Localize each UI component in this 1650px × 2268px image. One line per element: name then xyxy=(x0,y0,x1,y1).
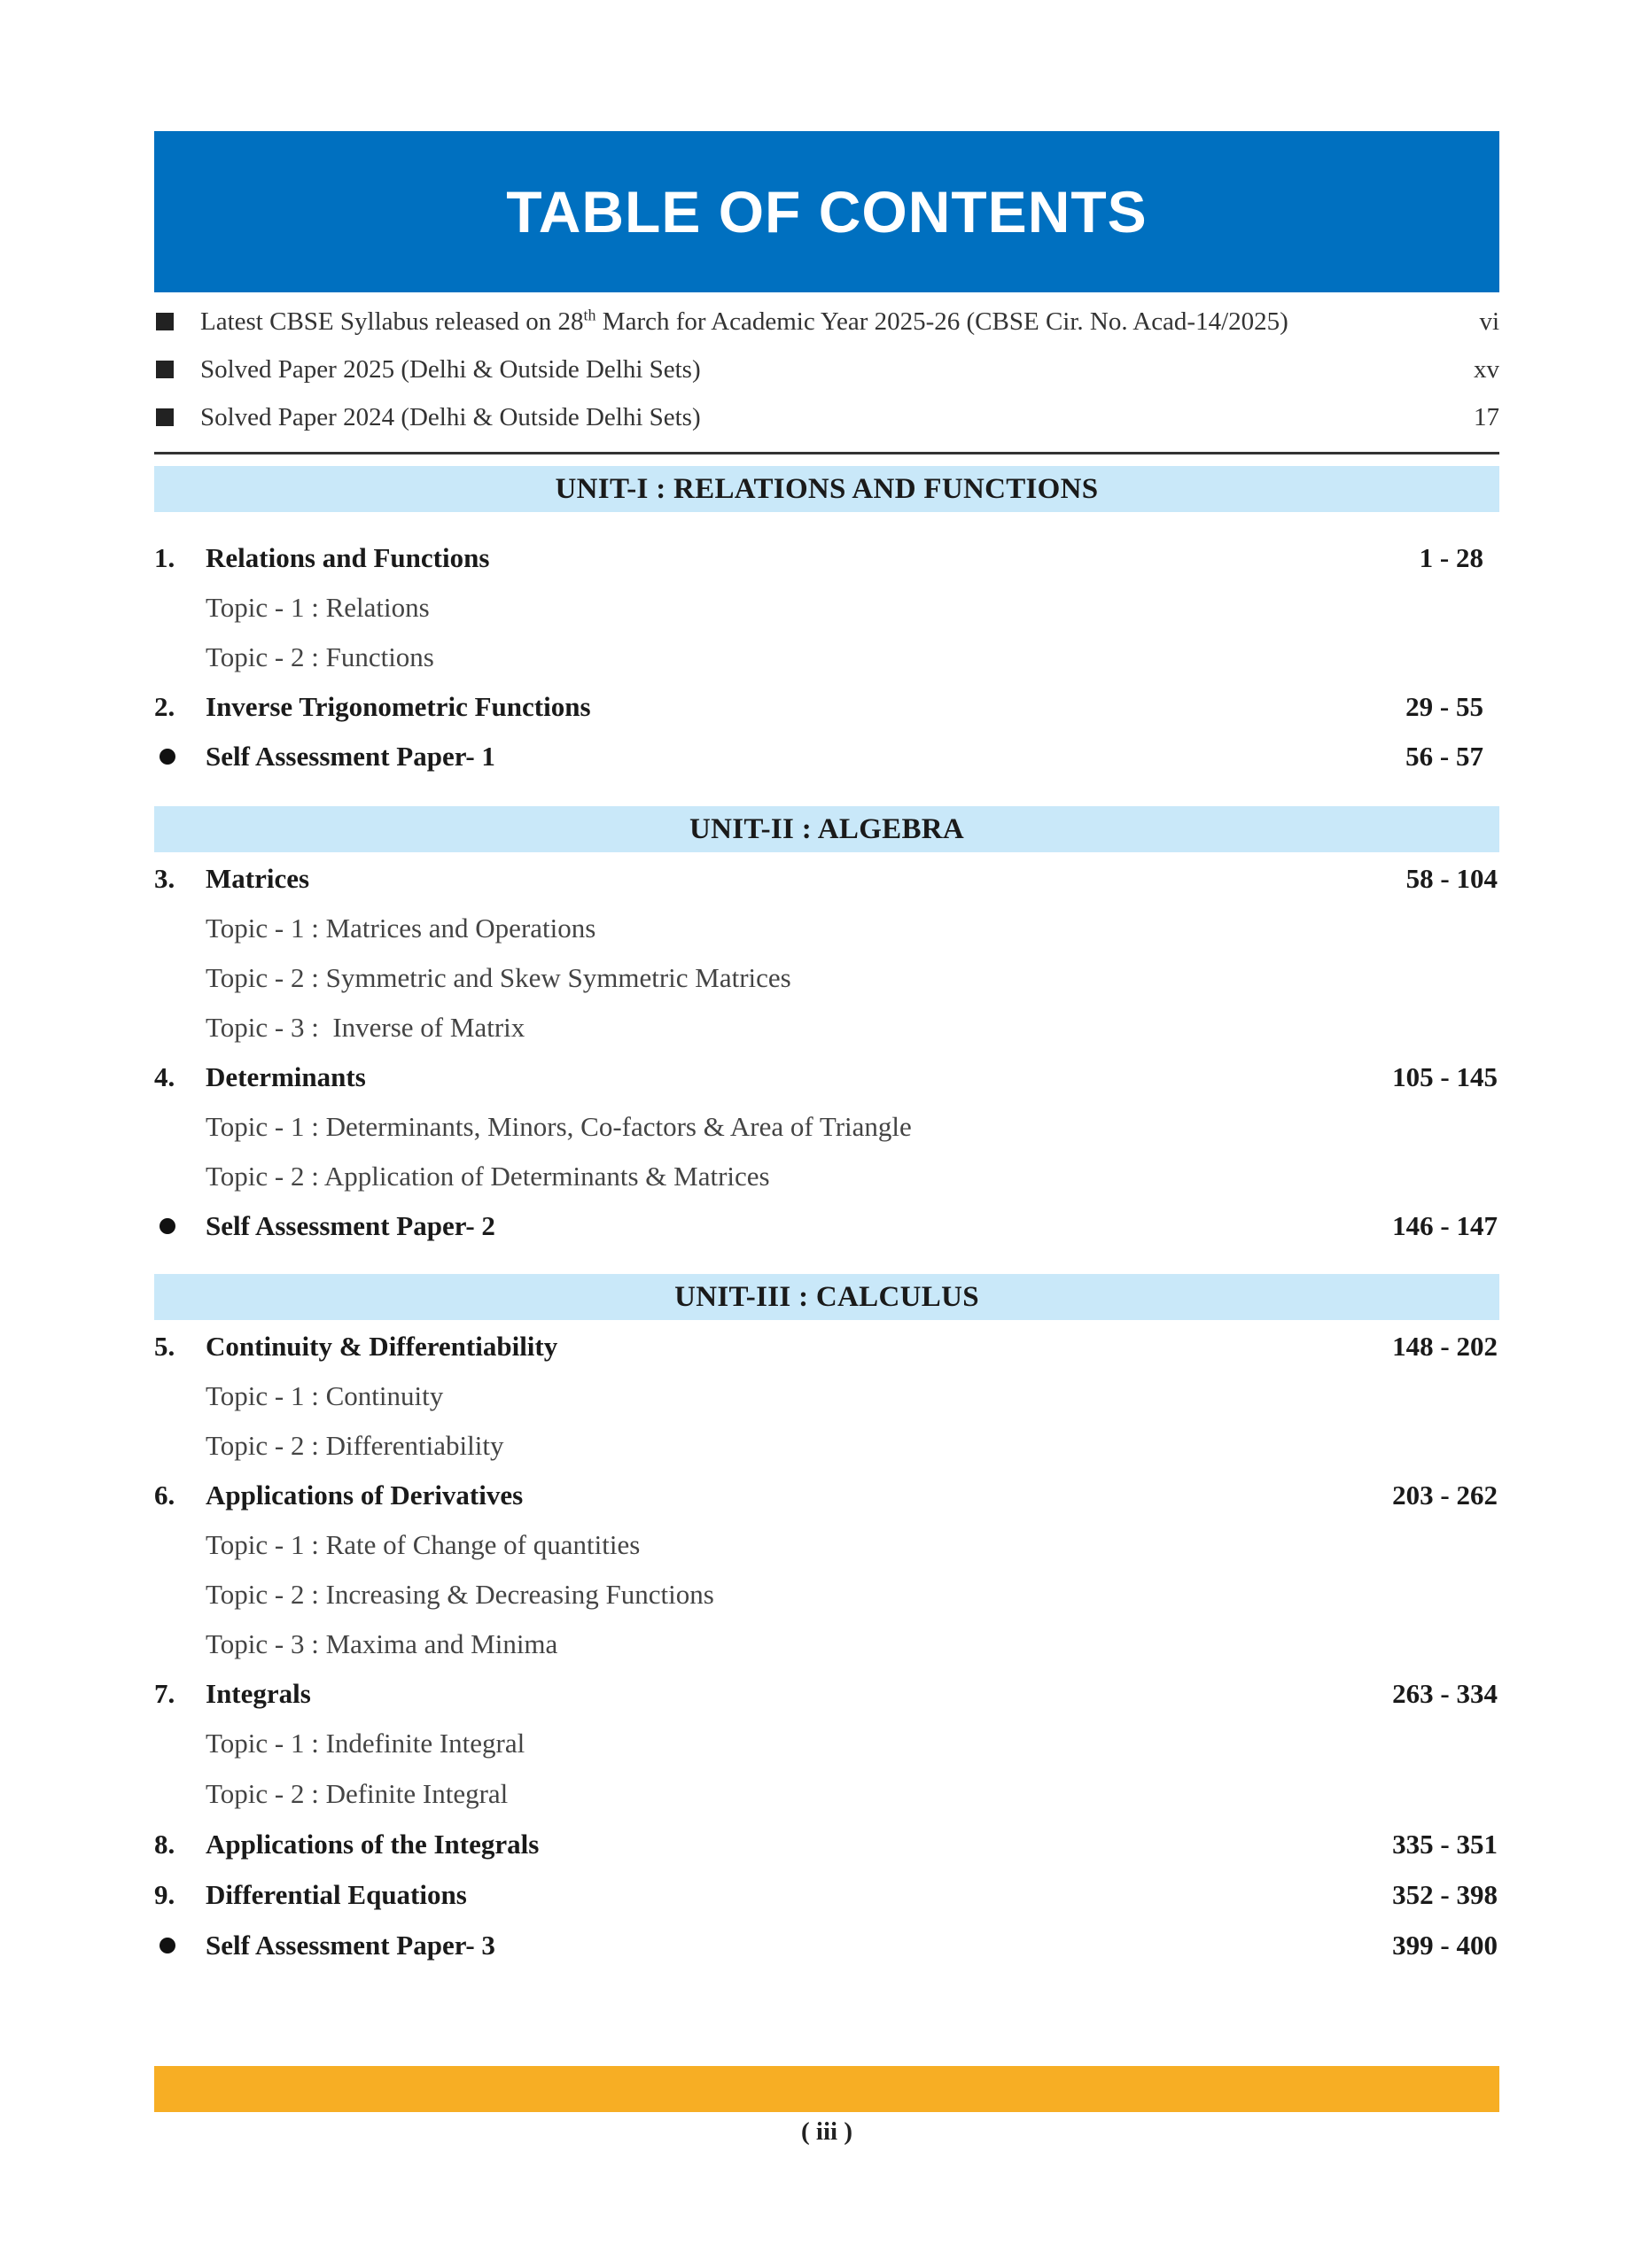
chapter-row[interactable] xyxy=(154,533,1499,583)
topic-row[interactable]: Topic - 2 : Increasing & Decreasing Functions xyxy=(206,1579,714,1610)
chapter-pages: 105 - 145 xyxy=(1392,1061,1498,1092)
chapter-row[interactable] xyxy=(154,1669,1499,1719)
chapter-title: Determinants xyxy=(206,1061,366,1092)
self-assessment-pages: 56 - 57 xyxy=(1405,741,1483,772)
front-matter-list xyxy=(154,298,1499,441)
front-matter-title: Solved Paper 2024 (Delhi & Outside Delhi Sets) xyxy=(200,402,701,431)
square-bullet-icon xyxy=(156,408,174,426)
chapter-title: Relations and Functions xyxy=(206,542,490,573)
topic-row[interactable]: Topic - 1 : Continuity xyxy=(206,1380,444,1411)
self-assessment-title: Self Assessment Paper- 3 xyxy=(206,1930,495,1961)
chapter-number: 8. xyxy=(154,1829,175,1860)
header-band xyxy=(154,131,1499,292)
chapter-title: Inverse Trigonometric Functions xyxy=(206,691,591,722)
self-assessment-row[interactable] xyxy=(154,1201,1499,1251)
chapter-title: Applications of Derivatives xyxy=(206,1480,524,1511)
unit-heading: UNIT-I : RELATIONS AND FUNCTIONS xyxy=(154,466,1499,512)
topic-row[interactable]: Topic - 1 : Indefinite Integral xyxy=(206,1728,525,1759)
chapter-title: Integrals xyxy=(206,1678,311,1709)
self-assessment-title: Self Assessment Paper- 1 xyxy=(206,741,495,772)
chapter-pages: 1 - 28 xyxy=(1419,542,1483,573)
bullet-icon xyxy=(160,749,175,765)
chapter-number: 3. xyxy=(154,863,175,894)
chapter-pages: 29 - 55 xyxy=(1405,691,1483,722)
chapter-title: Applications of the Integrals xyxy=(206,1829,540,1860)
topic-row[interactable]: Topic - 2 : Functions xyxy=(206,641,434,672)
footer-band xyxy=(154,2066,1499,2112)
self-assessment-title: Self Assessment Paper- 2 xyxy=(206,1210,495,1241)
topic-row[interactable]: Topic - 1 : Rate of Change of quantities xyxy=(206,1529,641,1560)
square-bullet-icon xyxy=(156,361,174,378)
topic-row[interactable]: Topic - 2 : Symmetric and Skew Symmetric Matrices xyxy=(206,962,791,993)
toc-page xyxy=(154,0,1499,2268)
unit-heading: UNIT-III : CALCULUS xyxy=(154,1274,1499,1320)
chapter-pages: 148 - 202 xyxy=(1392,1331,1498,1362)
page-number: ( iii ) xyxy=(801,2117,852,2146)
front-matter-item[interactable] xyxy=(154,346,1499,393)
chapter-number: 5. xyxy=(154,1331,175,1362)
front-matter-page: xv xyxy=(1474,354,1499,384)
chapter-row[interactable] xyxy=(154,1052,1499,1102)
self-assessment-row[interactable] xyxy=(154,732,1499,781)
topic-row[interactable]: Topic - 1 : Matrices and Operations xyxy=(206,913,596,944)
front-matter-item[interactable] xyxy=(154,298,1499,346)
topic-row[interactable]: Topic - 1 : Relations xyxy=(206,592,430,623)
front-matter-page: 17 xyxy=(1474,402,1499,431)
chapter-number: 9. xyxy=(154,1879,175,1910)
chapter-number: 7. xyxy=(154,1678,175,1709)
chapter-number: 1. xyxy=(154,542,175,573)
self-assessment-pages: 146 - 147 xyxy=(1392,1210,1498,1241)
topic-row[interactable]: Topic - 1 : Determinants, Minors, Co-factors & Area of Triangle xyxy=(206,1111,912,1142)
self-assessment-row[interactable] xyxy=(154,1921,1499,1970)
chapter-row[interactable] xyxy=(154,1322,1499,1371)
chapter-pages: 203 - 262 xyxy=(1392,1480,1498,1511)
front-matter-page: vi xyxy=(1479,307,1499,336)
chapter-title: Differential Equations xyxy=(206,1879,467,1910)
topic-row[interactable]: Topic - 2 : Definite Integral xyxy=(206,1778,509,1809)
front-matter-item[interactable] xyxy=(154,393,1499,441)
chapter-number: 4. xyxy=(154,1061,175,1092)
front-matter-title: Solved Paper 2025 (Delhi & Outside Delhi Sets) xyxy=(200,354,701,384)
chapter-row[interactable] xyxy=(154,854,1499,904)
chapter-row[interactable] xyxy=(154,1820,1499,1869)
bullet-icon xyxy=(160,1218,175,1234)
chapter-row[interactable] xyxy=(154,1471,1499,1520)
page-title: TABLE OF CONTENTS xyxy=(506,179,1148,245)
front-matter-title: Latest CBSE Syllabus released on 28th March for Academic Year 2025-26 (CBSE Cir. No. Acad-14/2025) xyxy=(200,305,1288,336)
square-bullet-icon xyxy=(156,313,174,330)
topic-row[interactable]: Topic - 2 : Application of Determinants & Matrices xyxy=(206,1161,770,1192)
chapter-number: 6. xyxy=(154,1480,175,1511)
chapter-pages: 335 - 351 xyxy=(1392,1829,1498,1860)
self-assessment-pages: 399 - 400 xyxy=(1392,1930,1498,1961)
unit-heading: UNIT-II : ALGEBRA xyxy=(154,806,1499,852)
chapter-number: 2. xyxy=(154,691,175,722)
divider xyxy=(154,452,1499,454)
chapter-title: Matrices xyxy=(206,863,310,894)
topic-row[interactable]: Topic - 2 : Differentiability xyxy=(206,1430,504,1461)
topic-row[interactable]: Topic - 3 : Maxima and Minima xyxy=(206,1628,558,1659)
chapter-pages: 58 - 104 xyxy=(1405,863,1498,894)
topic-row[interactable]: Topic - 3 : Inverse of Matrix xyxy=(206,1012,525,1043)
bullet-icon xyxy=(160,1938,175,1953)
chapter-row[interactable] xyxy=(154,1870,1499,1920)
chapter-pages: 263 - 334 xyxy=(1392,1678,1498,1709)
chapter-title: Continuity & Differentiability xyxy=(206,1331,558,1362)
chapter-row[interactable] xyxy=(154,682,1499,732)
chapter-pages: 352 - 398 xyxy=(1392,1879,1498,1910)
